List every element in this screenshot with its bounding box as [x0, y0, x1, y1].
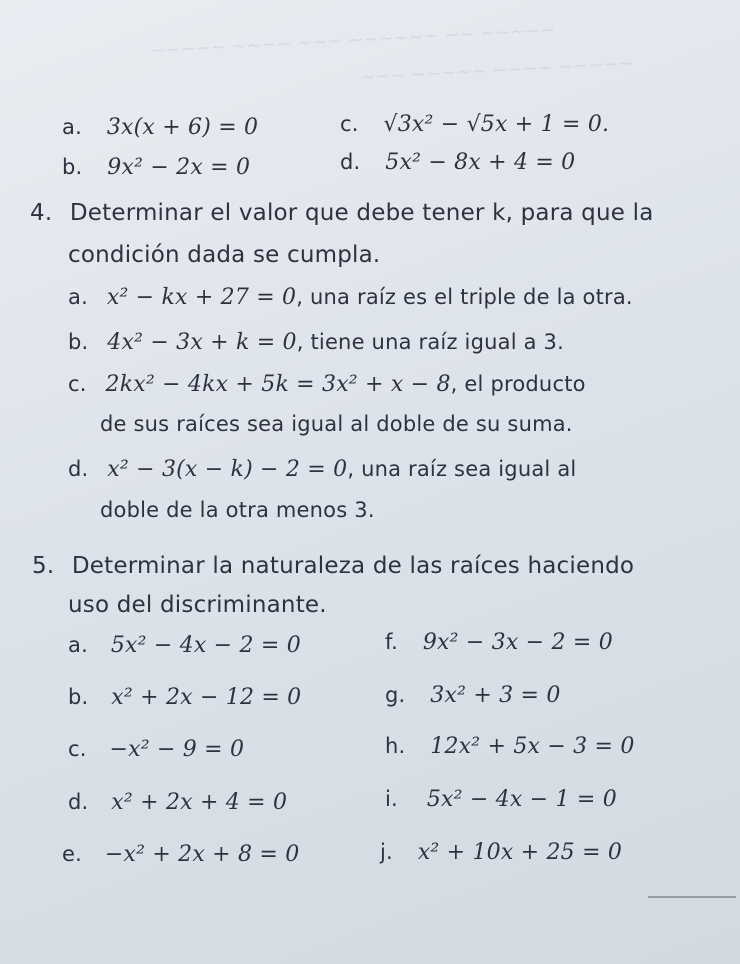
item-label: a. — [68, 285, 88, 309]
prev-item-a — [62, 115, 258, 140]
ex5-item-a — [68, 633, 301, 658]
item-label: a. — [62, 115, 82, 139]
equation: x² + 2x − 12 = 0 — [111, 685, 302, 710]
equation: x² + 2x + 4 = 0 — [111, 790, 288, 815]
item-description: doble de la otra menos 3. — [100, 498, 375, 522]
ex5-heading-cont — [68, 592, 327, 618]
ex4-item-c-cont — [100, 412, 573, 436]
prev-item-c — [340, 112, 609, 137]
equation: √3x² − √5x + 1 = 0. — [383, 112, 610, 137]
prev-item-d — [340, 150, 575, 175]
item-label: a. — [68, 633, 88, 657]
exercise-text: Determinar la naturaleza de las raíces haciendo — [71, 553, 635, 579]
exercise-number: 4. — [30, 200, 53, 226]
exercise-number: 5. — [32, 553, 55, 579]
equation: 9x² − 3x − 2 = 0 — [422, 630, 613, 655]
ex5-item-i — [385, 787, 617, 812]
show-through-text: ~~~~~ ~~~~ ~~~ ~~~~~~ ~~ ~~~~~ — [149, 19, 556, 62]
item-label: j. — [380, 840, 393, 864]
item-description: , tiene una raíz igual a 3. — [296, 330, 564, 354]
item-description: , una raíz sea igual al — [347, 457, 577, 481]
equation: −x² + 2x + 8 = 0 — [104, 842, 300, 867]
item-label: f. — [385, 630, 398, 654]
item-label: b. — [68, 685, 89, 709]
item-label: c. — [68, 372, 87, 396]
item-label: h. — [385, 734, 406, 758]
ex5-item-h — [385, 734, 635, 759]
ex5-item-d — [68, 790, 287, 815]
item-label: e. — [62, 842, 82, 866]
ex4-heading-cont — [68, 242, 380, 268]
item-label: b. — [68, 330, 89, 354]
ex5-item-b — [68, 685, 301, 710]
item-label: b. — [62, 155, 83, 179]
ex5-item-c — [68, 737, 244, 762]
equation: x² − 3(x − k) − 2 = 0 — [107, 457, 348, 482]
exercise-text: Determinar el valor que debe tener k, para que la — [69, 200, 654, 226]
item-description: , el producto — [450, 372, 586, 396]
item-label: c. — [68, 737, 87, 761]
item-label: d. — [340, 150, 361, 174]
ex5-item-j — [380, 840, 622, 865]
item-label: i. — [385, 787, 398, 811]
show-through-text: ~~~ ~~~~~ ~~~~ ~~~~~ — [359, 52, 634, 89]
equation: x² + 10x + 25 = 0 — [417, 840, 623, 865]
ex5-item-e — [62, 842, 299, 867]
item-description: de sus raíces sea igual al doble de su suma. — [100, 412, 573, 436]
ex5-item-g — [385, 683, 561, 708]
equation: 3x² + 3 = 0 — [430, 683, 561, 708]
ex4-item-d — [68, 457, 576, 482]
ex4-item-d-cont — [100, 498, 375, 522]
equation: 5x² − 8x + 4 = 0 — [385, 150, 576, 175]
equation: 9x² − 2x = 0 — [107, 155, 251, 180]
pencil-stroke — [648, 896, 736, 898]
ex5-heading — [32, 553, 634, 579]
equation: x² − kx + 27 = 0 — [106, 285, 297, 310]
equation: 2kx² − 4kx + 5k = 3x² + x − 8 — [105, 372, 451, 397]
equation: 12x² + 5x − 3 = 0 — [430, 734, 635, 759]
ex4-item-c — [68, 372, 586, 397]
ex4-item-b — [68, 330, 564, 355]
prev-item-b — [62, 155, 250, 180]
equation: 5x² − 4x − 1 = 0 — [426, 787, 617, 812]
item-label: d. — [68, 457, 89, 481]
item-label: c. — [340, 112, 359, 136]
exercise-text: uso del discriminante. — [68, 592, 327, 618]
equation: −x² − 9 = 0 — [109, 737, 245, 762]
equation: 5x² − 4x − 2 = 0 — [110, 633, 301, 658]
item-description: , una raíz es el triple de la otra. — [296, 285, 633, 309]
ex5-item-f — [385, 630, 613, 655]
item-label: d. — [68, 790, 89, 814]
equation: 3x(x + 6) = 0 — [106, 115, 259, 140]
item-label: g. — [385, 683, 406, 707]
ex4-heading — [30, 200, 654, 226]
ex4-item-a — [68, 285, 633, 310]
equation: 4x² − 3x + k = 0 — [107, 330, 297, 355]
exercise-text: condición dada se cumpla. — [68, 242, 381, 268]
